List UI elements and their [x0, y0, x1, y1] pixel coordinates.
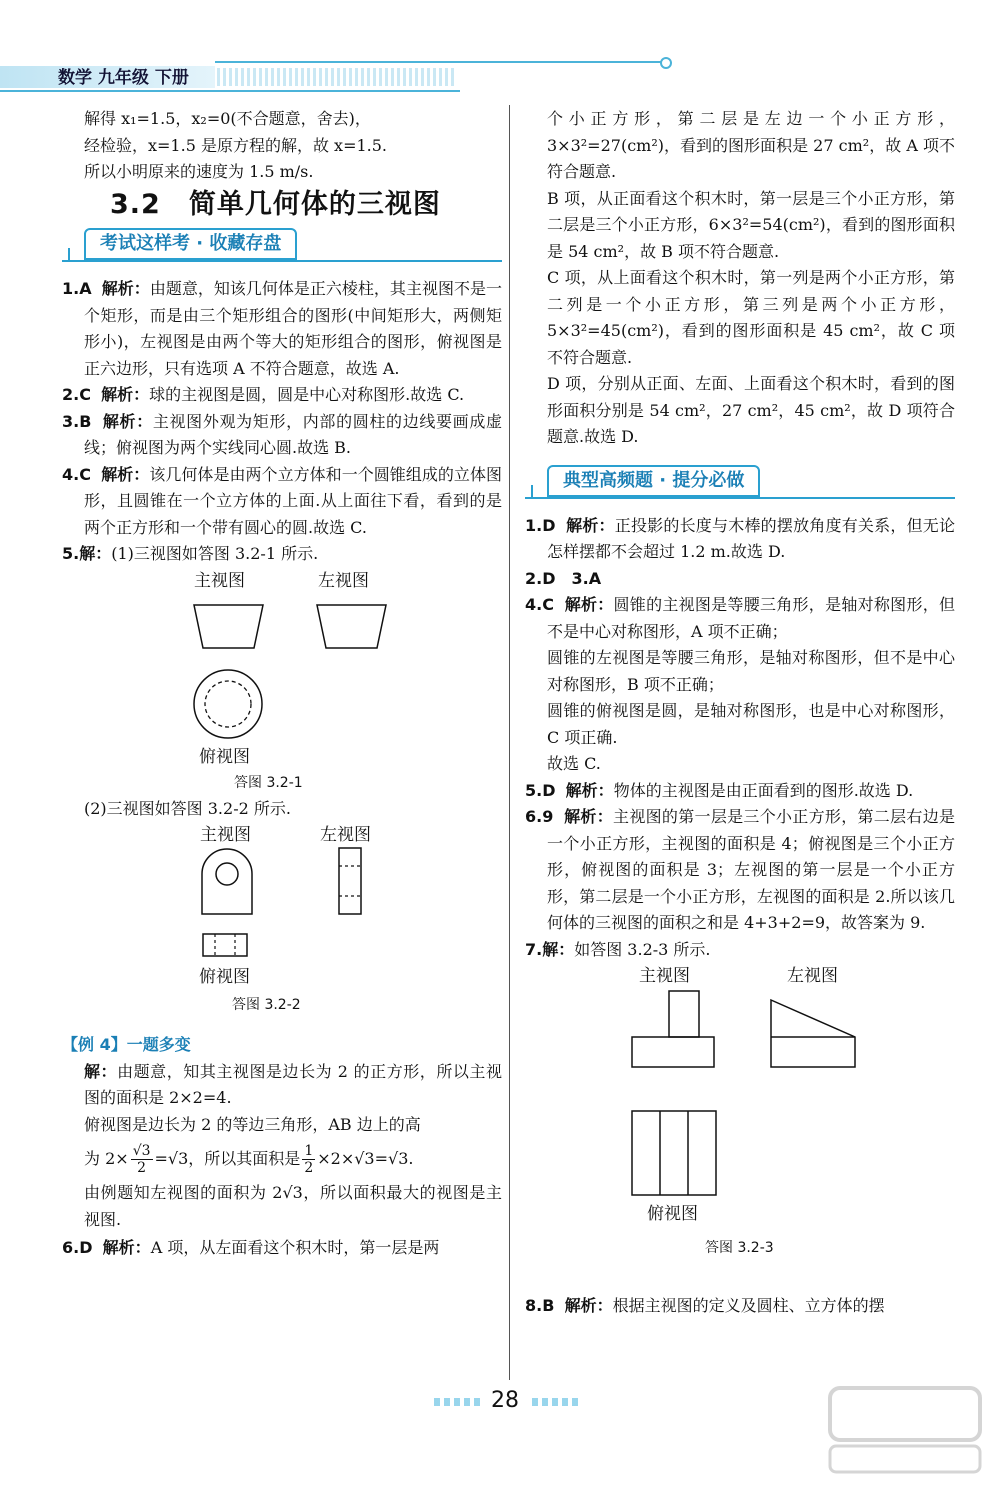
section-banner	[62, 228, 502, 266]
left-column	[62, 106, 502, 1262]
fraction-numerator: √3	[132, 1143, 151, 1159]
answer-number: 2.C	[62, 385, 91, 404]
answer-text: 正投影的长度与木棒的摆放角度有关系，但无论怎样摆都不会超过 1.2 m.故选 D.	[547, 515, 955, 561]
example-heading	[62, 1032, 502, 1059]
figure-label: 左视图	[320, 825, 371, 845]
figure-label: 主视图	[200, 825, 251, 845]
answer-text: 故选 C.	[547, 754, 601, 773]
banner-label: 典型高频题 · 提分必做	[547, 465, 760, 497]
section-banner	[525, 465, 955, 503]
example-label: 【例 4】一题多变	[62, 1035, 191, 1054]
banner-label: 考试这样考 · 收藏存盘	[84, 228, 297, 260]
answer-text: 根据主视图的定义及圆柱、立方体的摆	[612, 1296, 885, 1315]
answer-text: (2)三视图如答图 3.2-2 所示.	[84, 798, 291, 818]
fraction	[131, 1143, 153, 1176]
answer-keyword: 解：	[84, 1061, 118, 1081]
answer-number: 1.A	[62, 279, 92, 298]
answer-text: 主视图的第一层是三个小正方形，第二层右边是一个小正方形，主视图的面积是 4；俯视图是三个小正方形，俯视图的面积是 3；左视图的第一层是一个小正方形，第二层是一个小正方形，左视图的面积是 2.所以该几何体的三视图的面积之和是 4+3+2=9，故答案为 9.	[547, 807, 955, 932]
answer-number: 7.解：	[525, 939, 575, 959]
answer-number: 5.解：	[62, 544, 112, 563]
figure-label: 主视图	[194, 570, 245, 591]
figure-label: 俯视图	[199, 746, 250, 767]
example-line: 俯视图是边长为 2 的等边三角形，AB 边上的高	[84, 1114, 421, 1134]
header-underline	[0, 90, 460, 92]
answer-keyword: 解析：	[101, 279, 150, 298]
answer-number: 3.B	[62, 411, 92, 431]
answer-text: 该几何体是由两个立方体和一个圆锥组成的立体图形，且圆锥在一个立方体的上面.从上面往下看，看到的是两个正方形和一个带有圆心的圆.故选 C.	[84, 464, 502, 537]
answer-text: A 项，从左面看这个积木时，第一层是两	[150, 1238, 440, 1257]
answer-item	[525, 592, 955, 645]
footer-decoration	[532, 1398, 582, 1406]
figure-3-2-1	[62, 568, 502, 790]
answer-keyword: 解析：	[101, 385, 150, 404]
answer-number: 1.D	[525, 515, 556, 535]
answer-number: 5.D	[525, 780, 556, 800]
intro-line: 经检验，x=1.5 是原方程的解，故 x=1.5.	[84, 135, 388, 155]
answer-text: D 项，分别从正面、左面、上面看这个积木时，看到的图形面积分别是 54 cm²，27 cm²，45 cm²，故 D 项符合题意.故选 D.	[547, 374, 955, 446]
answer-item	[62, 541, 502, 568]
answer-item	[525, 513, 955, 566]
answer-text: 如答图 3.2-3 所示.	[574, 939, 711, 959]
example-formula-line	[62, 1138, 502, 1180]
intro-line: 解得 x₁=1.5，x₂=0(不合题意，舍去)，	[84, 109, 371, 128]
answer-keyword: 解析：	[101, 464, 150, 484]
example-text	[62, 1059, 502, 1112]
header-title: 数学 九年级 下册	[58, 68, 189, 88]
answer-keyword: 解析：	[564, 1296, 613, 1315]
answer-text: 圆锥的主视图是等腰三角形，是轴对称图形，但不是中心对称图形，A 项不正确；	[547, 595, 955, 641]
answer-number: 4.C	[62, 464, 91, 484]
page-header	[0, 58, 1000, 94]
answer-number: 6.9	[525, 807, 554, 826]
answer-text: C 项，从上面看这个积木时，第一列是两个小正方形，第二列是一个小正方形，第三列是两个小正方形，5×3²=45(cm²)，看到的图形面积是 45 cm²，故 C 项不符合题意.	[547, 268, 955, 367]
answer-item	[525, 804, 955, 937]
answer-text: 个小正方形，第二层是左边一个小正方形，3×3²=27(cm²)，看到的图形面积是 27 cm²，故 A 项不符合题意.	[547, 109, 955, 181]
example-line: =√3，所以其面积是	[154, 1149, 301, 1168]
answer-keyword: 解析：	[564, 595, 614, 614]
answer-item	[62, 1235, 502, 1262]
watermark-logo-icon	[820, 1380, 990, 1480]
answer-text: (1)三视图如答图 3.2-1 所示.	[111, 544, 319, 563]
example-line: 由题意，知其主视图是边长为 2 的正方形，所以主视图的面积是 2×2=4.	[84, 1061, 502, 1107]
figure-drawing	[62, 568, 502, 790]
right-column	[525, 106, 955, 1320]
section-title: 3.2 简单几何体的三视图	[110, 188, 441, 220]
footer-decoration	[434, 1398, 484, 1406]
answer-item	[525, 566, 955, 593]
example-line: ×2×√3=√3.	[317, 1149, 414, 1168]
example-line: 为 2×	[84, 1149, 129, 1168]
answer-item	[62, 409, 502, 462]
answer-item	[525, 778, 955, 805]
answer-keyword: 解析：	[102, 1238, 151, 1257]
header-dot	[660, 57, 672, 69]
answer-number: 8.B	[525, 1296, 555, 1315]
header-rule	[215, 61, 663, 63]
answer-number: 2.D 3.A	[525, 568, 602, 588]
figure-label: 左视图	[787, 966, 838, 986]
answer-keyword: 解析：	[102, 411, 153, 431]
column-divider	[509, 105, 510, 1380]
answer-text: B 项，从正面看这个积木时，第一层是三个小正方形，第二层是三个小正方形，6×3²=54(cm²)，看到的图形面积是 54 cm²，故 B 项不符合题意.	[547, 188, 955, 261]
answer-text: 主视图外观为矩形，内部的圆柱的边线要画成虚线；俯视图为两个实线同心圆.故选 B.	[84, 411, 502, 457]
answer-text: 球的主视图是圆，圆是中心对称图形.故选 C.	[149, 385, 465, 404]
answer-number: 6.D	[62, 1238, 93, 1257]
answer-item	[62, 382, 502, 409]
answer-number: 4.C	[525, 595, 554, 614]
intro-line: 所以小明原来的速度为 1.5 m/s.	[84, 162, 314, 181]
fraction	[302, 1143, 315, 1176]
answer-keyword: 解析：	[566, 515, 615, 535]
figure-label: 俯视图	[647, 1204, 698, 1224]
figure-caption: 答图 3.2-1	[234, 774, 303, 791]
example-line: 由例题知左视图的面积为 2√3，所以面积最大的视图是主视图.	[84, 1183, 502, 1229]
figure-caption: 答图 3.2-2	[232, 997, 301, 1013]
fraction-denominator: 2	[137, 1160, 147, 1176]
answer-item	[62, 462, 502, 542]
answer-text: 圆锥的左视图是等腰三角形，是轴对称图形，但不是中心对称图形，B 项不正确；	[547, 648, 955, 694]
page-number: 28	[491, 1388, 519, 1413]
figure-3-2-3	[525, 963, 955, 1293]
figure-label: 俯视图	[199, 967, 250, 987]
figure-label: 左视图	[318, 570, 369, 591]
answer-item	[525, 937, 955, 964]
figure-3-2-2	[62, 822, 502, 1032]
answer-text: 物体的主视图是由正面看到的图形.故选 D.	[613, 780, 914, 800]
answer-text: 圆锥的俯视图是圆，是轴对称图形，也是中心对称图形，C 项正确.	[547, 701, 955, 747]
answer-item	[525, 1293, 955, 1320]
fraction-denominator: 2	[304, 1160, 314, 1176]
answer-keyword: 解析：	[564, 807, 614, 826]
figure-caption: 答图 3.2-3	[705, 1240, 774, 1256]
fraction-numerator: 1	[304, 1143, 314, 1159]
answer-keyword: 解析：	[565, 780, 614, 800]
answer-item	[62, 276, 502, 382]
answer-text: 由题意，知该几何体是正六棱柱，其主视图不是一个矩形，而是由三个矩形组合的图形(中间矩形大，两侧矩形小)，左视图是由两个等大的矩形组合的图形，俯视图是正六边形，只有选项 A 不符合题意，故选 A.	[84, 279, 502, 378]
figure-label: 主视图	[639, 966, 690, 986]
header-pattern	[217, 68, 457, 86]
